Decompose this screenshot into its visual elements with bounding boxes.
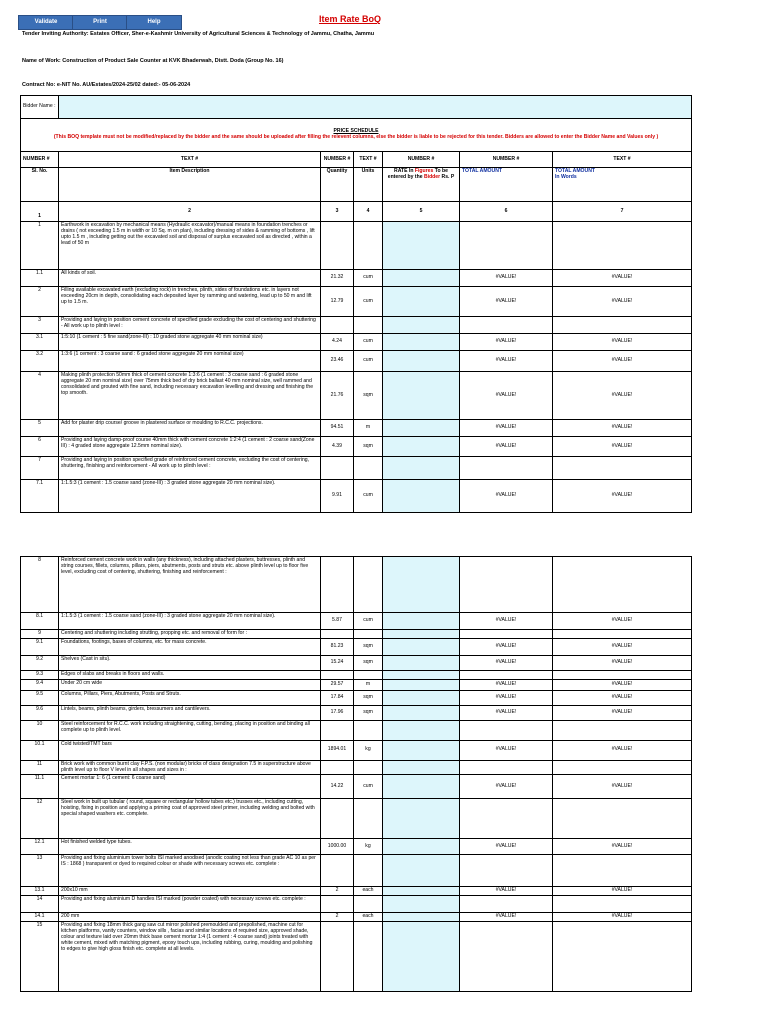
header-units: Units bbox=[354, 168, 383, 202]
sl-no: 1 bbox=[21, 222, 59, 270]
rate-input[interactable] bbox=[383, 740, 460, 760]
column-number: 1 bbox=[21, 202, 59, 222]
units bbox=[354, 317, 383, 334]
quantity: 17.96 bbox=[321, 705, 354, 720]
quantity bbox=[321, 896, 354, 913]
rate-input[interactable] bbox=[383, 287, 460, 317]
rate-input[interactable] bbox=[383, 839, 460, 855]
total-amount bbox=[460, 855, 553, 887]
sl-no: 6 bbox=[21, 437, 59, 457]
units: cum bbox=[354, 613, 383, 630]
units bbox=[354, 922, 383, 992]
total-amount bbox=[460, 222, 553, 270]
table-row bbox=[21, 913, 692, 922]
quantity: 4.24 bbox=[321, 334, 354, 351]
rate-input[interactable] bbox=[383, 630, 460, 639]
price-schedule-note: (This BOQ template must not be modified/replaced by the bidder and the same should be uploaded after filling the relevent columns, else the bidder is liable to be rejected for this tender. Bidders are allowed to enter the Bidder Name and Values only ) bbox=[53, 134, 659, 140]
table-row bbox=[21, 887, 692, 896]
header-total-amount: TOTAL AMOUNT bbox=[460, 168, 553, 202]
rate-input[interactable] bbox=[383, 887, 460, 896]
quantity: 4.39 bbox=[321, 437, 354, 457]
quantity bbox=[321, 457, 354, 480]
type-c4: TEXT # bbox=[354, 152, 383, 168]
units bbox=[354, 799, 383, 839]
item-description: Foundations, footings, bases of columns, etc. for mass concrete. bbox=[59, 638, 321, 655]
sl-no: 9.2 bbox=[21, 655, 59, 670]
total-amount: #VALUE! bbox=[460, 913, 553, 922]
units: cum bbox=[354, 775, 383, 799]
total-amount: #VALUE! bbox=[460, 887, 553, 896]
total-amount: #VALUE! bbox=[460, 372, 553, 420]
sl-no: 12.1 bbox=[21, 839, 59, 855]
units: cum bbox=[354, 334, 383, 351]
total-amount bbox=[460, 557, 553, 613]
table-row bbox=[21, 557, 692, 613]
type-c5: NUMBER # bbox=[383, 152, 460, 168]
total-amount bbox=[460, 760, 553, 775]
total-amount: #VALUE! bbox=[460, 690, 553, 705]
rate-input[interactable] bbox=[383, 457, 460, 480]
print-button[interactable]: Print bbox=[72, 15, 128, 30]
sl-no: 2 bbox=[21, 287, 59, 317]
rate-input[interactable] bbox=[383, 655, 460, 670]
rate-input[interactable] bbox=[383, 317, 460, 334]
item-description: Providing and laying damp-proof course 40mm thick with cement concrete 1:2:4 (1 cement : 2 coarse sand(Zone III) : 4 graded stone aggregate 12.5mm nominal size). bbox=[59, 437, 321, 457]
total-amount: #VALUE! bbox=[460, 480, 553, 513]
table-row bbox=[21, 334, 692, 351]
total-amount: #VALUE! bbox=[460, 613, 553, 630]
header-quantity: Quantity bbox=[321, 168, 354, 202]
sl-no: 9.6 bbox=[21, 705, 59, 720]
total-amount: #VALUE! bbox=[460, 287, 553, 317]
type-c6: NUMBER # bbox=[460, 152, 553, 168]
quantity: 14.22 bbox=[321, 775, 354, 799]
column-number: 5 bbox=[383, 202, 460, 222]
total-amount: #VALUE! bbox=[460, 740, 553, 760]
amount-in-words: #VALUE! bbox=[553, 679, 692, 690]
sl-no: 8 bbox=[21, 557, 59, 613]
boq-table-page-1 bbox=[20, 95, 692, 513]
units: each bbox=[354, 887, 383, 896]
units bbox=[354, 670, 383, 679]
sl-no: 10.1 bbox=[21, 740, 59, 760]
type-c3: NUMBER # bbox=[321, 152, 354, 168]
units: cum bbox=[354, 270, 383, 287]
table-row bbox=[21, 372, 692, 420]
table-row bbox=[21, 679, 692, 690]
total-amount: #VALUE! bbox=[460, 420, 553, 437]
toolbar bbox=[0, 0, 768, 30]
item-description: Brick work with common burnt clay F.P.S. (non modular) bricks of class designation 7.5 in superstructure above plinth level up to floor V level in all shapes and sizes in : bbox=[59, 760, 321, 775]
quantity bbox=[321, 317, 354, 334]
total-amount bbox=[460, 457, 553, 480]
units: each bbox=[354, 913, 383, 922]
quantity bbox=[321, 922, 354, 992]
units: cum bbox=[354, 480, 383, 513]
contract-no: Contract No: e-NIT No. AU/Estates/2024-25/02 dated:- 05-06-2024 bbox=[22, 82, 191, 88]
amount-in-words bbox=[553, 855, 692, 887]
sl-no: 3.2 bbox=[21, 351, 59, 372]
rate-input[interactable] bbox=[383, 760, 460, 775]
sl-no: 5 bbox=[21, 420, 59, 437]
amount-in-words: #VALUE! bbox=[553, 351, 692, 372]
sl-no: 7 bbox=[21, 457, 59, 480]
table-row bbox=[21, 760, 692, 775]
quantity bbox=[321, 557, 354, 613]
table-row bbox=[21, 799, 692, 839]
total-amount bbox=[460, 896, 553, 913]
units bbox=[354, 557, 383, 613]
amount-in-words: #VALUE! bbox=[553, 775, 692, 799]
type-c2: TEXT # bbox=[59, 152, 321, 168]
column-number: 7 bbox=[553, 202, 692, 222]
rate-input[interactable] bbox=[383, 638, 460, 655]
sl-no: 3.1 bbox=[21, 334, 59, 351]
column-number: 6 bbox=[460, 202, 553, 222]
quantity: 2 bbox=[321, 913, 354, 922]
sl-no: 13 bbox=[21, 855, 59, 887]
amount-in-words bbox=[553, 799, 692, 839]
sl-no: 13.1 bbox=[21, 887, 59, 896]
quantity bbox=[321, 760, 354, 775]
table-row bbox=[21, 670, 692, 679]
item-description: 200x10 mm bbox=[59, 887, 321, 896]
column-number: 4 bbox=[354, 202, 383, 222]
validate-button[interactable]: Validate bbox=[18, 15, 74, 30]
quantity: 1000.00 bbox=[321, 839, 354, 855]
units bbox=[354, 760, 383, 775]
table-row bbox=[21, 222, 692, 270]
boq-table-page-2 bbox=[20, 556, 692, 992]
table-row bbox=[21, 896, 692, 913]
type-row bbox=[21, 152, 692, 168]
quantity bbox=[321, 630, 354, 639]
quantity: 21.32 bbox=[321, 270, 354, 287]
units bbox=[354, 720, 383, 740]
item-description: Shelves (Cast in situ). bbox=[59, 655, 321, 670]
total-amount bbox=[460, 922, 553, 992]
amount-in-words bbox=[553, 896, 692, 913]
item-description: Earthwork in excavation by mechanical means (Hydraulic excavator)/manual means in foundation trenches or drains ( not exceeding 1.5 m in width or 10 Sq. m on plan), including dressing of sides & ramming of bottoms , lift upto 1.5 m , including getting out the excavated soil and disposal of surplus excavated soil as directed , within a lead of 50 m bbox=[59, 222, 321, 270]
item-description: Cement mortar 1: 6 (1 cement: 6 coarse sand) bbox=[59, 775, 321, 799]
amount-in-words: #VALUE! bbox=[553, 839, 692, 855]
sl-no: 9.1 bbox=[21, 638, 59, 655]
total-amount bbox=[460, 630, 553, 639]
rate-input[interactable] bbox=[383, 480, 460, 513]
item-description: Providing and fixing aluminium tower bolts ISI marked anodised (anodic coating not less than grade AC 10 as per IS : 1868 ) transparent or dyed to required colour or shade with necessary screws etc. complete : bbox=[59, 855, 321, 887]
table-row bbox=[21, 720, 692, 740]
header-sl-no: Sl. No. bbox=[21, 168, 59, 202]
total-amount: #VALUE! bbox=[460, 270, 553, 287]
total-amount bbox=[460, 720, 553, 740]
table-row bbox=[21, 480, 692, 513]
amount-in-words bbox=[553, 670, 692, 679]
item-description: Providing and fixing aluminium D handles ISI marked (powder coated) with necessary screws etc. complete : bbox=[59, 896, 321, 913]
total-amount: #VALUE! bbox=[460, 638, 553, 655]
amount-in-words bbox=[553, 760, 692, 775]
amount-in-words bbox=[553, 222, 692, 270]
amount-in-words bbox=[553, 317, 692, 334]
amount-in-words: #VALUE! bbox=[553, 420, 692, 437]
type-c7: TEXT # bbox=[553, 152, 692, 168]
item-description: 1:1.5:3 (1 cement : 1.5 coarse sand (zone-III) : 3 graded stone aggregate 20 mm nominal size). bbox=[59, 480, 321, 513]
sl-no: 11.1 bbox=[21, 775, 59, 799]
quantity: 2 bbox=[321, 887, 354, 896]
quantity: 23.46 bbox=[321, 351, 354, 372]
table-row bbox=[21, 775, 692, 799]
quantity bbox=[321, 855, 354, 887]
units: m bbox=[354, 679, 383, 690]
header-item-description: Item Description bbox=[59, 168, 321, 202]
quantity: 12.79 bbox=[321, 287, 354, 317]
sl-no: 9.5 bbox=[21, 690, 59, 705]
total-amount: #VALUE! bbox=[460, 705, 553, 720]
amount-in-words: #VALUE! bbox=[553, 270, 692, 287]
units: sqm bbox=[354, 638, 383, 655]
item-description: 1:3:6 (1 cement : 3 coarse sand : 6 graded stone aggregate 20 mm nominal size) bbox=[59, 351, 321, 372]
quantity bbox=[321, 670, 354, 679]
amount-in-words: #VALUE! bbox=[553, 287, 692, 317]
item-description: Providing and fixing 18mm thick gang saw cut mirror polished premoulded and prepolished, machine cut for kitchen platforms, vanity counters, window sills , facias and similar locations of required size, approved shade, colour and texture laid over 20mm thick base cement mortar 1:4 (1 cement : 4 coarse sand) joints treated with white cement, mixed with matching pigment, epoxy touch ups, including rubbing, curing, moulding and polishing to edges to give high gloss finish etc. complete at all levels. bbox=[59, 922, 321, 992]
sl-no: 14.1 bbox=[21, 913, 59, 922]
amount-in-words: #VALUE! bbox=[553, 655, 692, 670]
table-row bbox=[21, 613, 692, 630]
bidder-name-input[interactable] bbox=[59, 96, 692, 119]
table-row bbox=[21, 740, 692, 760]
table-row bbox=[21, 457, 692, 480]
total-amount: #VALUE! bbox=[460, 437, 553, 457]
amount-in-words bbox=[553, 630, 692, 639]
amount-in-words: #VALUE! bbox=[553, 705, 692, 720]
rate-input[interactable] bbox=[383, 557, 460, 613]
rate-input[interactable] bbox=[383, 420, 460, 437]
sl-no: 3 bbox=[21, 317, 59, 334]
item-description: Lintels, beams, plinth beams, girders, bressumers and cantilevers. bbox=[59, 705, 321, 720]
rate-input[interactable] bbox=[383, 855, 460, 887]
amount-in-words: #VALUE! bbox=[553, 887, 692, 896]
item-description: Under 20 cm wide bbox=[59, 679, 321, 690]
table-row bbox=[21, 351, 692, 372]
total-amount: #VALUE! bbox=[460, 775, 553, 799]
table-row bbox=[21, 655, 692, 670]
item-description: Columns, Pillars, Piers, Abutments, Posts and Struts. bbox=[59, 690, 321, 705]
header-rate: RATE In Figures To be entered by the Bidder Rs. P bbox=[383, 168, 460, 202]
sl-no: 9.3 bbox=[21, 670, 59, 679]
price-schedule-row bbox=[21, 119, 692, 152]
units bbox=[354, 457, 383, 480]
table-row bbox=[21, 922, 692, 992]
total-amount: #VALUE! bbox=[460, 351, 553, 372]
units: kg bbox=[354, 740, 383, 760]
item-description: Filling available excavated earth (excluding rock) in trenches, plinth, sides of foundations etc. in layers not exceeding 20cm in depth, consolidating each deposited layer by ramming and watering, lead up to 50 m and lift up to 1.5 m. bbox=[59, 287, 321, 317]
amount-in-words: #VALUE! bbox=[553, 437, 692, 457]
rate-input[interactable] bbox=[383, 613, 460, 630]
type-c1: NUMBER # bbox=[21, 152, 59, 168]
item-description: 1:1.5:3 (1 cement : 1.5 coarse sand (zone-III) : 3 graded stone aggregate 20 mm nominal size). bbox=[59, 613, 321, 630]
item-description: Steel work in built up tubular ( round, square or rectangular hollow tubes etc.) trusses etc., including cutting, hoisting, fixing in position and applying a priming coat of approved steel primer, including welding and bolted with special shaped washers etc. complete. bbox=[59, 799, 321, 839]
table-row bbox=[21, 630, 692, 639]
rate-input[interactable] bbox=[383, 372, 460, 420]
table-row bbox=[21, 437, 692, 457]
units: sqm bbox=[354, 705, 383, 720]
quantity: 15.24 bbox=[321, 655, 354, 670]
units: kg bbox=[354, 839, 383, 855]
total-amount bbox=[460, 670, 553, 679]
units bbox=[354, 222, 383, 270]
amount-in-words bbox=[553, 457, 692, 480]
item-description: Making plinth protection 50mm thick of cement concrete 1:3:6 (1 cement : 3 coarse sand : 6 graded stone aggregate 20 mm nominal size) over 75mm thick bed of dry brick ballast 40 mm nominal size, well rammed and consolidated and grouted with fine sand, including necessary excavation levelling and dressing and finishing the top smooth. bbox=[59, 372, 321, 420]
units: sqm bbox=[354, 655, 383, 670]
bidder-row bbox=[21, 96, 692, 119]
total-amount bbox=[460, 799, 553, 839]
quantity: 1894.01 bbox=[321, 740, 354, 760]
item-description: All kinds of soil. bbox=[59, 270, 321, 287]
units: sqm bbox=[354, 437, 383, 457]
units bbox=[354, 855, 383, 887]
sl-no: 4 bbox=[21, 372, 59, 420]
rate-input[interactable] bbox=[383, 720, 460, 740]
rate-input[interactable] bbox=[383, 670, 460, 679]
amount-in-words: #VALUE! bbox=[553, 613, 692, 630]
table-row bbox=[21, 270, 692, 287]
units: sqm bbox=[354, 372, 383, 420]
amount-in-words: #VALUE! bbox=[553, 372, 692, 420]
units bbox=[354, 630, 383, 639]
quantity: 94.51 bbox=[321, 420, 354, 437]
column-number-row bbox=[21, 202, 692, 222]
sl-no: 8.1 bbox=[21, 613, 59, 630]
column-number: 3 bbox=[321, 202, 354, 222]
column-header-row bbox=[21, 168, 692, 202]
name-of-work: Name of Work: Construction of Product Sale Counter at KVK Bhaderwah, Distt. Doda (Group No. 16) bbox=[22, 58, 284, 64]
rate-input[interactable] bbox=[383, 679, 460, 690]
quantity bbox=[321, 222, 354, 270]
sl-no: 9.4 bbox=[21, 679, 59, 690]
table-row bbox=[21, 420, 692, 437]
rate-input[interactable] bbox=[383, 334, 460, 351]
table-row bbox=[21, 839, 692, 855]
rate-input[interactable] bbox=[383, 705, 460, 720]
amount-in-words bbox=[553, 557, 692, 613]
amount-in-words: #VALUE! bbox=[553, 638, 692, 655]
amount-in-words: #VALUE! bbox=[553, 480, 692, 513]
table-row bbox=[21, 638, 692, 655]
quantity: 5.87 bbox=[321, 613, 354, 630]
rate-input[interactable] bbox=[383, 913, 460, 922]
total-amount bbox=[460, 317, 553, 334]
item-description: 1:5:10 (1 cement : 5 fine sand(zone-III) : 10 graded stone aggregate 40 mm nominal size) bbox=[59, 334, 321, 351]
rate-input[interactable] bbox=[383, 775, 460, 799]
price-schedule-title: PRICE SCHEDULE bbox=[333, 128, 379, 135]
rate-input[interactable] bbox=[383, 896, 460, 913]
total-amount: #VALUE! bbox=[460, 679, 553, 690]
quantity bbox=[321, 720, 354, 740]
sl-no: 12 bbox=[21, 799, 59, 839]
item-description: 200 mm bbox=[59, 913, 321, 922]
item-description: Add for plaster drip course/ groove in plastered surface or moulding to R.C.C. projections. bbox=[59, 420, 321, 437]
total-amount: #VALUE! bbox=[460, 655, 553, 670]
amount-in-words: #VALUE! bbox=[553, 740, 692, 760]
table-row bbox=[21, 690, 692, 705]
total-amount: #VALUE! bbox=[460, 839, 553, 855]
total-amount: #VALUE! bbox=[460, 334, 553, 351]
rate-input[interactable] bbox=[383, 222, 460, 270]
quantity: 29.57 bbox=[321, 679, 354, 690]
amount-in-words: #VALUE! bbox=[553, 334, 692, 351]
sl-no: 10 bbox=[21, 720, 59, 740]
units: cum bbox=[354, 351, 383, 372]
sl-no: 15 bbox=[21, 922, 59, 992]
units bbox=[354, 896, 383, 913]
header-amount-in-words: TOTAL AMOUNT In Words bbox=[553, 168, 692, 202]
item-description: Providing and laying in position specified grade of reinforced cement concrete, excluding the cost of centering, shuttering, finishing and reinforcement - All work up to plinth level : bbox=[59, 457, 321, 480]
sl-no: 1.1 bbox=[21, 270, 59, 287]
rate-input[interactable] bbox=[383, 437, 460, 457]
sl-no: 14 bbox=[21, 896, 59, 913]
help-button[interactable]: Help bbox=[126, 15, 182, 30]
table-row bbox=[21, 287, 692, 317]
item-description: Centering and shuttering including strutting, propping etc. and removal of form for : bbox=[59, 630, 321, 639]
table-row bbox=[21, 317, 692, 334]
item-description: Edges of slabs and breaks in floors and walls. bbox=[59, 670, 321, 679]
quantity: 9.91 bbox=[321, 480, 354, 513]
units: m bbox=[354, 420, 383, 437]
sl-no: 11 bbox=[21, 760, 59, 775]
bidder-label: Bidder Name : bbox=[21, 96, 59, 119]
tender-authority: Tender Inviting Authority: Estates Officer, Sher-e-Kashmir University of Agricultural Sciences & Technology of Jammu, Chatha, Jammu bbox=[22, 31, 375, 37]
amount-in-words: #VALUE! bbox=[553, 690, 692, 705]
sl-no: 7.1 bbox=[21, 480, 59, 513]
rate-input[interactable] bbox=[383, 690, 460, 705]
amount-in-words bbox=[553, 922, 692, 992]
amount-in-words bbox=[553, 720, 692, 740]
rate-input[interactable] bbox=[383, 799, 460, 839]
units: sqm bbox=[354, 690, 383, 705]
quantity: 21.76 bbox=[321, 372, 354, 420]
column-number: 2 bbox=[59, 202, 321, 222]
item-description: Hot finished welded type tubes. bbox=[59, 839, 321, 855]
quantity: 17.84 bbox=[321, 690, 354, 705]
units: cum bbox=[354, 287, 383, 317]
table-row bbox=[21, 705, 692, 720]
rate-input[interactable] bbox=[383, 351, 460, 372]
item-description: Steel reinforcement for R.C.C. work including straightening, cutting, bending, placing in position and binding all complete up to plinth level. bbox=[59, 720, 321, 740]
rate-input[interactable] bbox=[383, 922, 460, 992]
quantity bbox=[321, 799, 354, 839]
item-description: Providing and laying in position cement concrete of specified grade excluding the cost of centering and shuttering - All work up to plinth level : bbox=[59, 317, 321, 334]
page-title: Item Rate BoQ bbox=[318, 14, 381, 24]
table-row bbox=[21, 855, 692, 887]
rate-input[interactable] bbox=[383, 270, 460, 287]
item-description: Cold twisted/TMT bars bbox=[59, 740, 321, 760]
item-description: Reinforced cement concrete work in walls (any thickness), including attached plasters, buttresses, plinth and string courses, fillets, columns, pillars, piers, abutments, posts and struts etc. above plinth level up to floor five level, excluding cost of centering, shuttering, finishing and reinforcement : bbox=[59, 557, 321, 613]
sl-no: 9 bbox=[21, 630, 59, 639]
quantity: 81.23 bbox=[321, 638, 354, 655]
amount-in-words: #VALUE! bbox=[553, 913, 692, 922]
